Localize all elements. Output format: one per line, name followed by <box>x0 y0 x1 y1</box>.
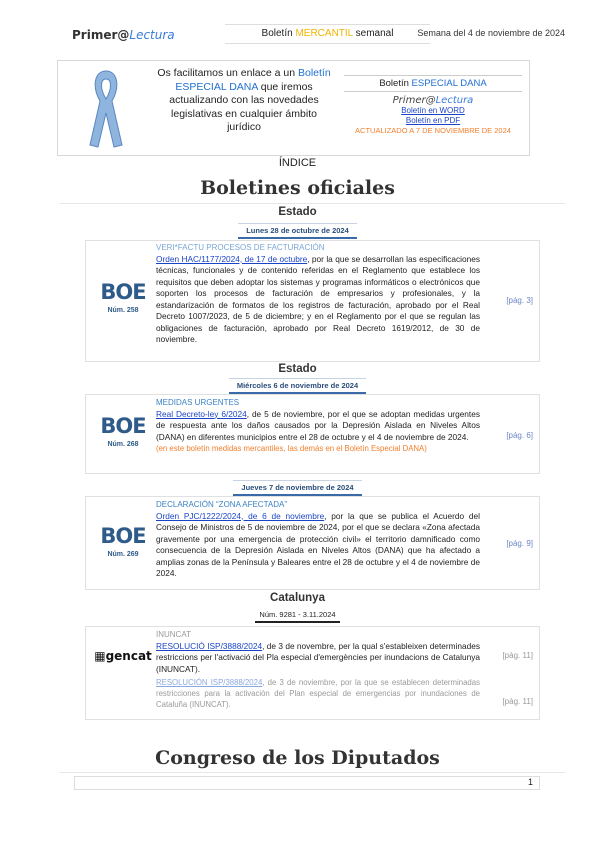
page-reference-es[interactable]: [pág. 11] <box>502 697 533 706</box>
entry-link-es[interactable]: RESOLUCIÓN ISP/3888/2024 <box>156 678 263 687</box>
boe-badge <box>92 281 154 314</box>
section-title: Boletines oficiales <box>200 177 395 199</box>
date-label: Jueves 7 de noviembre de 2024 <box>0 480 595 496</box>
entry-text: , de 3 de novembre, per la qual s'estableixen determinades restriccions per l'activació del Pla especial d'emergències per inundacions de Catalunya (INUNCAT). <box>156 640 480 674</box>
estado-heading: Estado <box>278 206 317 218</box>
entry-text-es: , de 3 de noviembre, por la que se establecen determinadas restricciones para la activación del Plan especial de emergencias por inundaciones de Cataluña (INUNCAT). <box>156 678 480 709</box>
page-reference[interactable]: [pág. 6] <box>506 431 533 440</box>
page-footer <box>74 776 540 790</box>
dana-promo-box <box>57 60 530 156</box>
boe-badge <box>92 525 154 558</box>
primer-lectura-logo: Primer@Lectura <box>392 95 474 106</box>
catalunya-heading: Catalunya <box>270 592 325 604</box>
entry-link[interactable]: Real Decreto-ley 6/2024 <box>156 408 247 419</box>
entry-content <box>156 499 480 580</box>
ribbon-icon <box>84 67 128 151</box>
promo-text: Os facilitamos un enlace a un Boletín ESPECIAL DANA que iremos actualizando con las novedades legislativas en cualquier ámbito jurídico <box>157 67 331 133</box>
bulletin-entry <box>85 496 540 590</box>
entry-link[interactable]: RESOLUCIÓ ISP/3888/2024 <box>156 640 263 651</box>
page-header <box>60 22 565 44</box>
word-link[interactable]: Boletín en WORD <box>401 106 465 115</box>
page-reference[interactable]: [pág. 3] <box>506 296 533 305</box>
special-bulletin-panel <box>344 75 522 147</box>
boe-logo: BOE <box>100 280 146 304</box>
divider <box>60 772 565 773</box>
bulletin-entry <box>85 240 540 362</box>
issue-number: Núm. 268 <box>107 441 139 448</box>
entry-text: , por la que se publica el Acuerdo del Consejo de Ministros de 5 de noviembre de 2024, por el que se declara «Zona afectada gravemente por una emergencia de protección civil» el territorio damnificado como consecuencia de la Depresión Aislada en Niveles Altos (DANA) que ha afectado a amplias zonas de la Península y Baleares entre el 28 de octubre y el 4 de noviembre de 2024. <box>156 510 480 578</box>
index-heading: ÍNDICE <box>278 157 317 169</box>
page-number: 1 <box>527 777 533 787</box>
divider <box>60 203 565 204</box>
bulletin-entry <box>85 394 540 474</box>
page-reference[interactable]: [pág. 9] <box>506 539 533 548</box>
entry-category: INUNCAT <box>156 630 191 639</box>
entry-note: (en este boletín medidas mercantiles, las demás en el Boletín Especial DANA) <box>156 444 427 453</box>
entry-category: DECLARACIÓN “ZONA AFECTADA” <box>156 500 287 509</box>
estado-heading: Estado <box>278 363 317 375</box>
special-bulletin-title: Boletín ESPECIAL DANA <box>344 75 522 92</box>
entry-category: VERI*FACTU PROCESOS DE FACTURACIÓN <box>156 243 325 252</box>
entry-content <box>156 629 480 710</box>
boe-logo: BOE <box>100 414 146 438</box>
page-reference[interactable]: [pág. 11] <box>502 651 533 660</box>
entry-category: MEDIDAS URGENTES <box>156 398 240 407</box>
bulletin-title: Boletín MERCANTIL semanal <box>225 24 430 44</box>
date-label: Lunes 28 de octubre de 2024 <box>0 223 595 239</box>
primer-lectura-logo: Primer@Lectura <box>72 28 175 42</box>
entry-text: , de 5 de noviembre, por el que se adoptan medidas urgentes de respuesta ante los daños causados por la Depresión Aislada en Niveles Altos (DANA) en diferentes municipios entre el 28 de octubre y el 4 de noviembre de 2024. <box>156 408 480 442</box>
entry-text: , por la que se desarrollan las especificaciones técnicas, funcionales y de contenido referidas en el Reglamento que establece los requisitos que deben adoptar los sistemas y programas informáticos o electrónicos que soporten los procesos de facturación de empresarios y profesionales, y la estandarización de formatos de los registros de facturación, aprobado por el Real Decreto 1007/2023, de 5 de diciembre; y en el Reglamento por el que se regulan las obligaciones de facturación, aprobado por Real Decreto 1619/2012, de 30 de noviembre. <box>156 253 480 344</box>
entry-link[interactable]: Orden HAC/1177/2024, de 17 de octubre <box>156 253 308 264</box>
issue-number: Núm. 258 <box>107 307 139 314</box>
boe-badge <box>92 415 154 448</box>
section-title: Congreso de los Diputados <box>155 747 440 769</box>
week-label: Semana del 4 de noviembre de 2024 <box>417 28 565 38</box>
gencat-logo: ▦gencat <box>94 649 152 663</box>
boe-logo: BOE <box>100 524 146 548</box>
pdf-link[interactable]: Boletín en PDF <box>405 116 461 125</box>
date-label: Miércoles 6 de noviembre de 2024 <box>0 378 595 394</box>
issue-number: Núm. 269 <box>107 551 139 558</box>
bulletin-entry <box>85 626 540 720</box>
entry-link[interactable]: Orden PJC/1222/2024, de 6 de noviembre <box>156 510 325 521</box>
entry-content <box>156 397 480 455</box>
updated-label: ACTUALIZADO A 7 DE NOVIEMBRE DE 2024 <box>355 126 511 135</box>
gencat-badge <box>92 649 154 663</box>
entry-content <box>156 242 480 346</box>
issue-label: Núm. 9281 - 3.11.2024 <box>0 609 595 623</box>
